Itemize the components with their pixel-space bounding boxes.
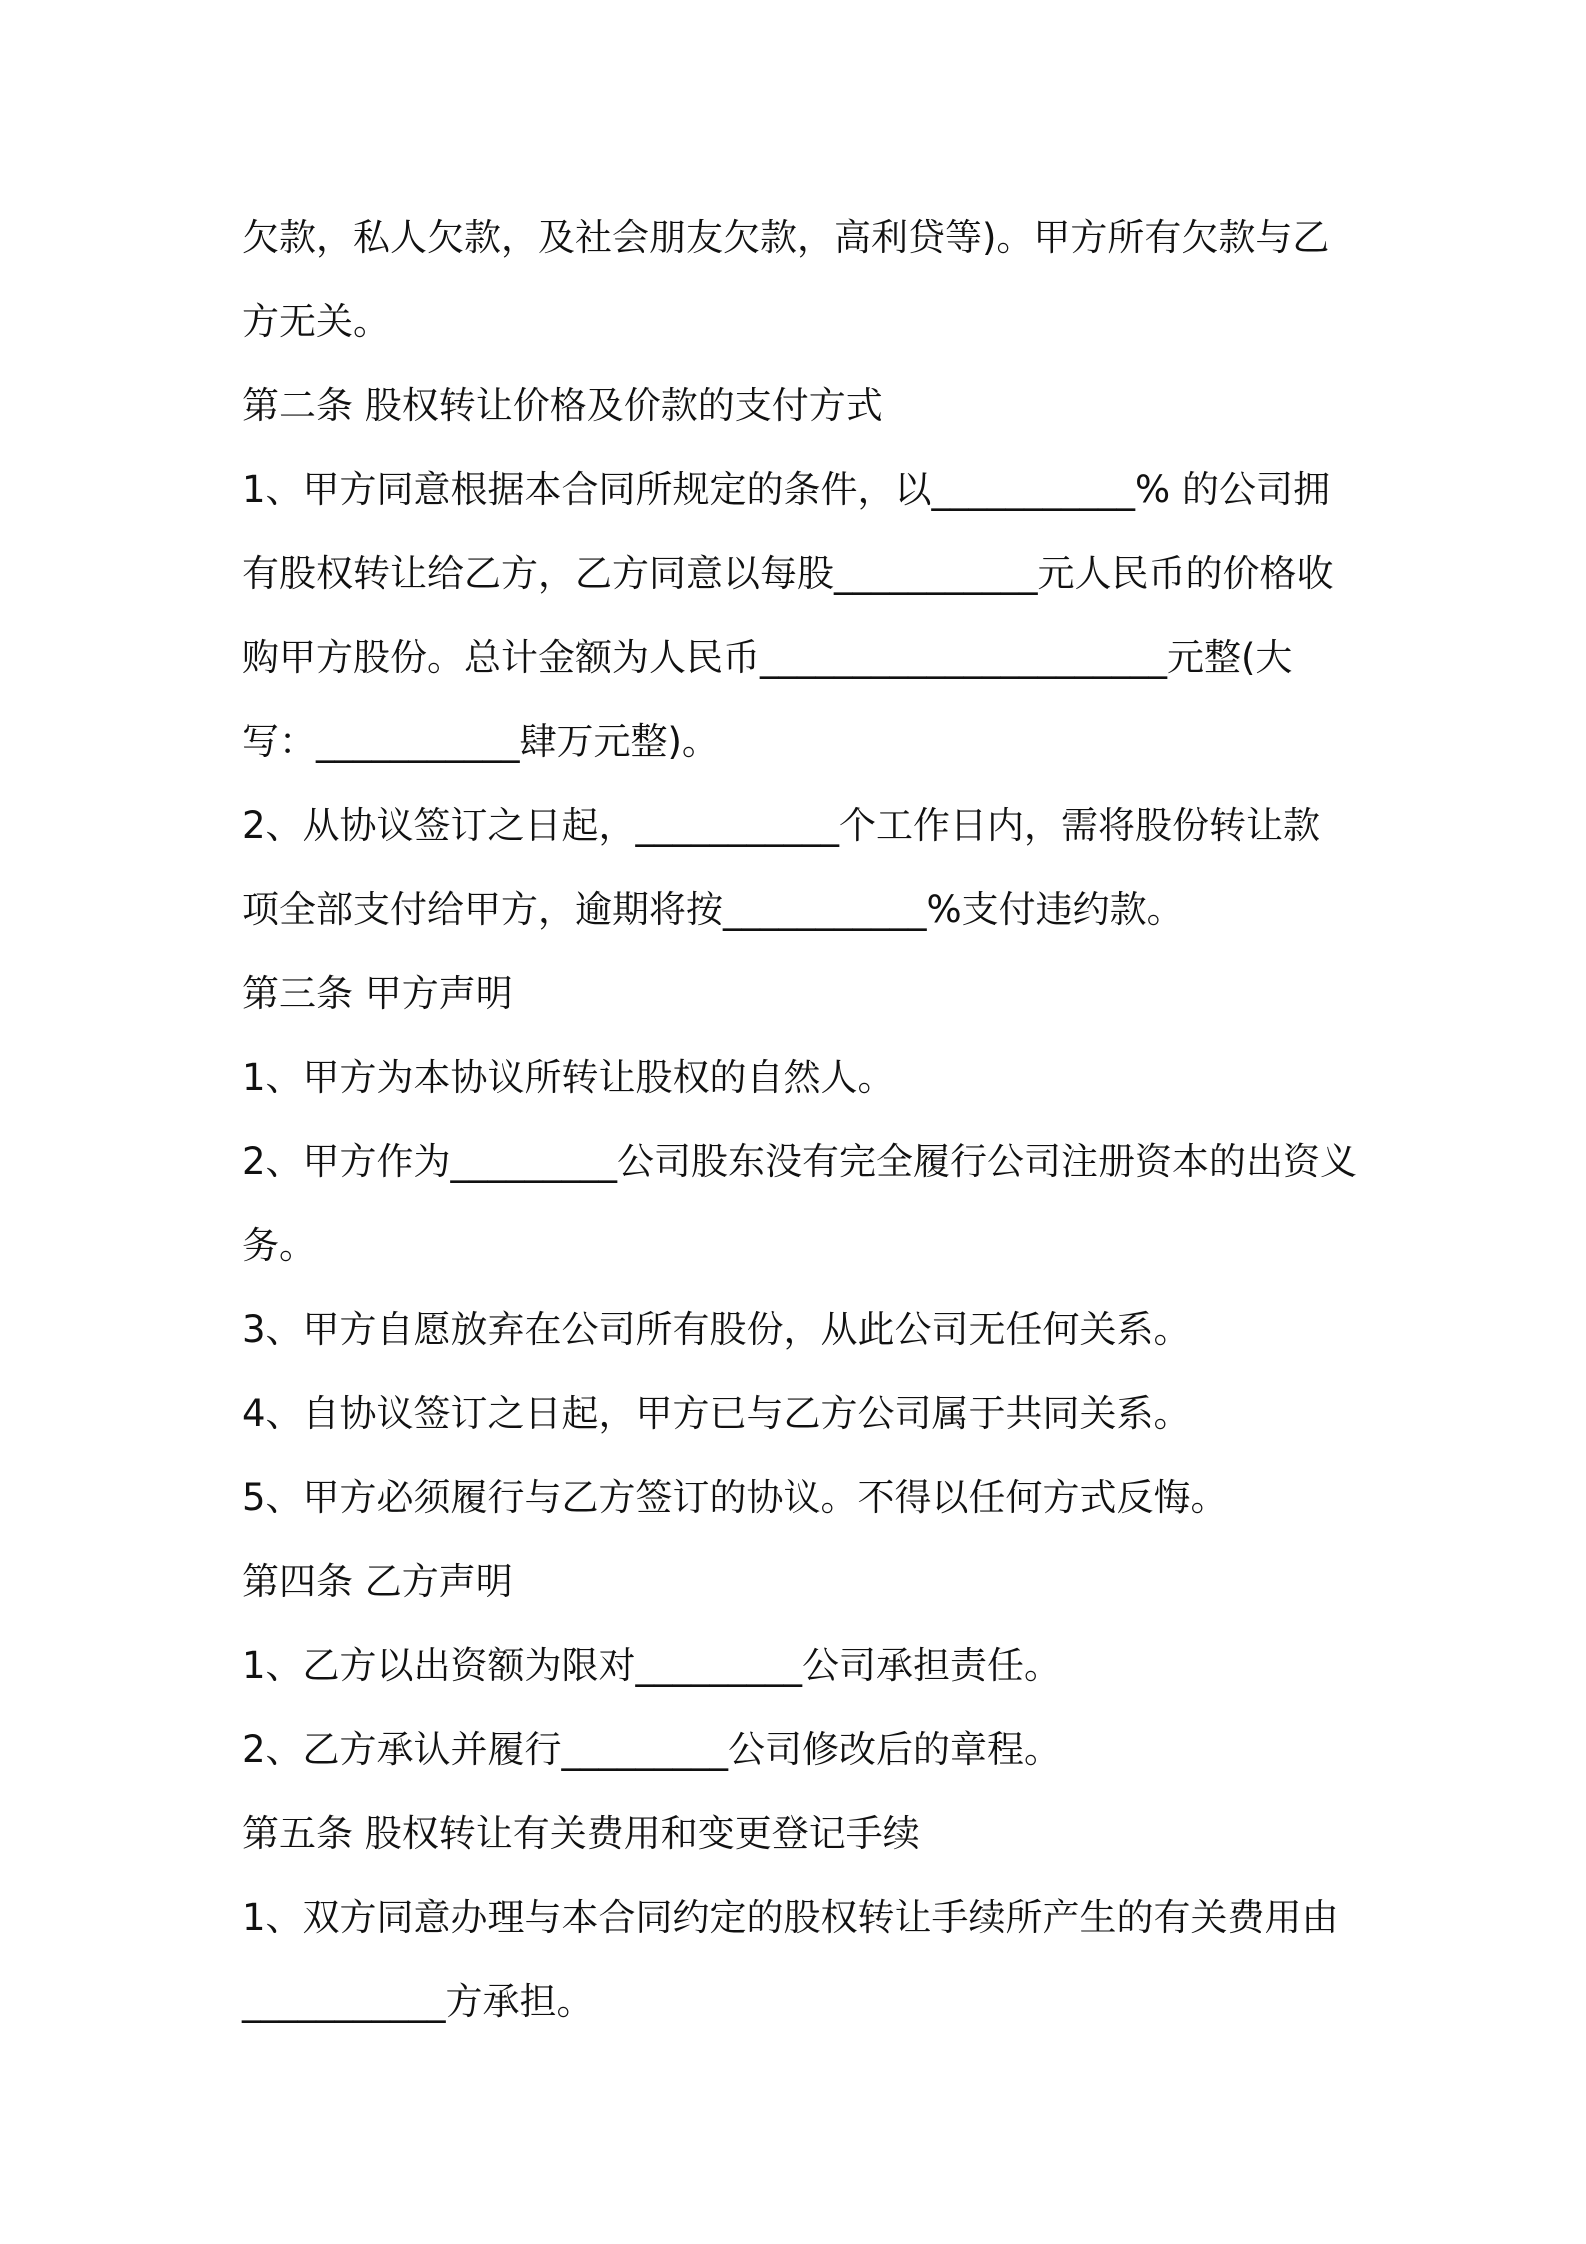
section-heading: 第二条 股权转让价格及价款的支付方式 (242, 384, 883, 427)
paragraph-line: 4、自协议签订之日起，甲方已与乙方公司属于共同关系。 (242, 1392, 1191, 1435)
section-heading: 第五条 股权转让有关费用和变更登记手续 (242, 1812, 920, 1855)
paragraph-line: 购甲方股份。总计金额为人民币______________________元整(大 (242, 636, 1293, 679)
paragraph-line: 2、从协议签订之日起，___________个工作日内，需将股份转让款 (242, 804, 1321, 847)
paragraph-line: 2、乙方承认并履行_________公司修改后的章程。 (242, 1728, 1062, 1771)
contract-body (242, 196, 1362, 2044)
paragraph-line: 项全部支付给甲方，逾期将按___________%支付违约款。 (242, 888, 1184, 931)
paragraph-line: 务。 (242, 1224, 316, 1267)
paragraph-line: 1、甲方同意根据本合同所规定的条件，以___________% 的公司拥 (242, 468, 1330, 511)
paragraph-line: 1、双方同意办理与本合同约定的股权转让手续所产生的有关费用由 (242, 1896, 1339, 1939)
paragraph-line: 欠款，私人欠款，及社会朋友欠款，高利贷等)。甲方所有欠款与乙 (242, 216, 1330, 259)
paragraph-line: 2、甲方作为_________公司股东没有完全履行公司注册资本的出资义 (242, 1140, 1358, 1183)
paragraph-line: 3、甲方自愿放弃在公司所有股份，从此公司无任何关系。 (242, 1308, 1191, 1351)
section-heading: 第四条 乙方声明 (242, 1560, 513, 1603)
paragraph-line: 5、甲方必须履行与乙方签订的协议。不得以任何方式反悔。 (242, 1476, 1228, 1519)
paragraph-line: 1、甲方为本协议所转让股权的自然人。 (242, 1056, 895, 1099)
paragraph-line: 有股权转让给乙方，乙方同意以每股___________元人民币的价格收 (242, 552, 1334, 595)
paragraph-line: ___________方承担。 (242, 1980, 594, 2023)
section-heading: 第三条 甲方声明 (242, 972, 513, 1015)
paragraph-line: 写：___________肆万元整)。 (242, 720, 719, 763)
paragraph-line: 1、乙方以出资额为限对_________公司承担责任。 (242, 1644, 1062, 1687)
paragraph-line: 方无关。 (242, 300, 390, 343)
